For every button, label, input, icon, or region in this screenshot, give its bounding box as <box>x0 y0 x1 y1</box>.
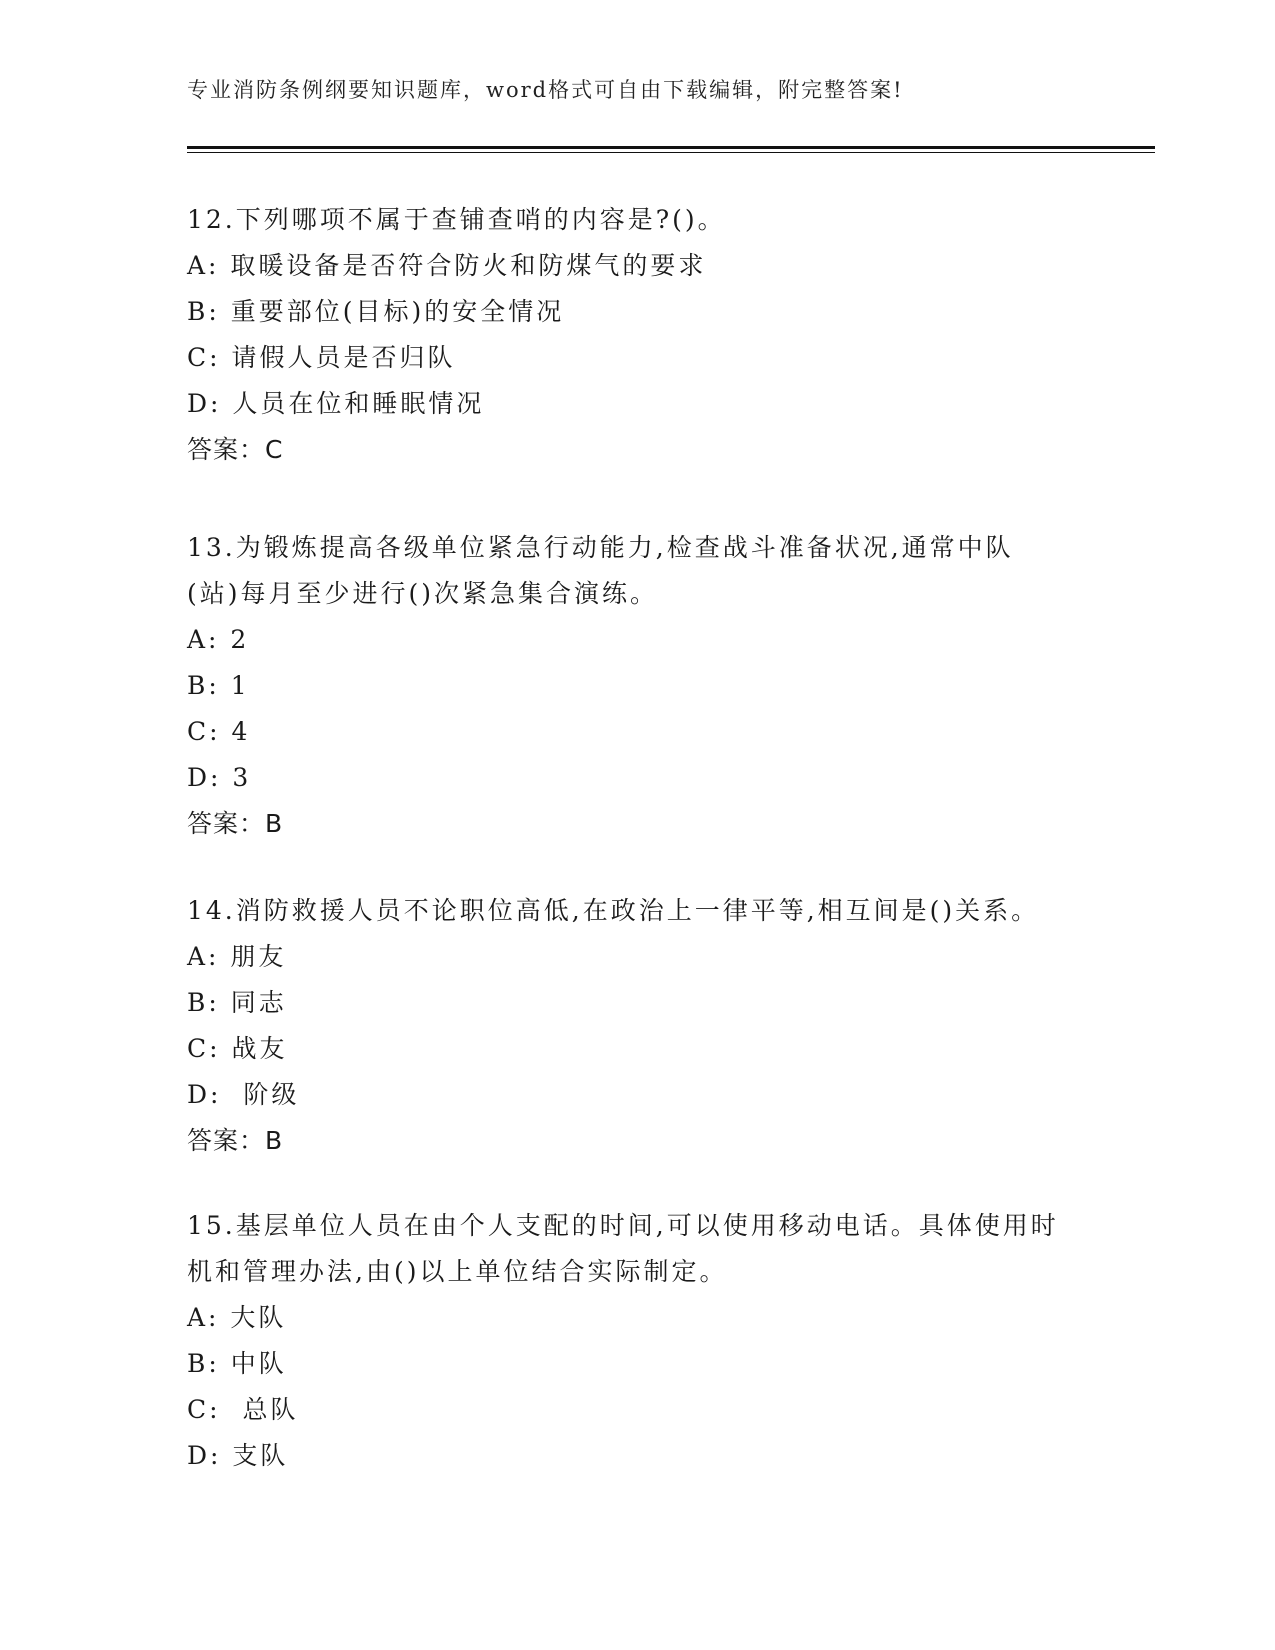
header-rule-thin <box>187 152 1155 153</box>
option-c: C: 4 <box>187 717 251 746</box>
answer-line: 答案：B <box>187 809 284 838</box>
option-b: B: 中队 <box>187 1349 287 1378</box>
option-d: D: 支队 <box>187 1441 289 1470</box>
option-c: C: 战友 <box>187 1034 288 1063</box>
option-a: A: 2 <box>187 625 250 654</box>
option-d: D: 3 <box>187 763 252 792</box>
option-a: A: 取暖设备是否符合防火和防煤气的要求 <box>187 251 707 280</box>
header-rule-thick <box>187 146 1155 149</box>
option-d: D: 阶级 <box>187 1080 300 1109</box>
question-14 <box>187 888 1067 1164</box>
option-c: C: 请假人员是否归队 <box>187 343 456 372</box>
option-d: D: 人员在位和睡眠情况 <box>187 389 485 418</box>
option-b: B: 重要部位(目标)的安全情况 <box>187 297 565 326</box>
option-b: B: 同志 <box>187 988 287 1017</box>
answer-line: 答案：C <box>187 435 284 464</box>
question-15 <box>187 1203 1067 1479</box>
question-stem: 12.下列哪项不属于查铺查哨的内容是?()。 <box>187 205 726 234</box>
answer-line: 答案：B <box>187 1126 284 1155</box>
question-stem: 15.基层单位人员在由个人支配的时间,可以使用移动电话。具体使用时机和管理办法,由()以上单位结合实际制定。 <box>187 1211 1059 1286</box>
option-c: C: 总队 <box>187 1395 299 1424</box>
option-b: B: 1 <box>187 671 250 700</box>
question-stem: 14.消防救援人员不论职位高低,在政治上一律平等,相互间是()关系。 <box>187 896 1040 925</box>
question-stem: 13.为锻炼提高各级单位紧急行动能力,检查战斗准备状况,通常中队(站)每月至少进行()次紧急集合演练。 <box>187 533 1014 608</box>
question-12 <box>187 197 1067 473</box>
page-header: 专业消防条例纲要知识题库，word格式可自由下载编辑，附完整答案! <box>187 78 904 102</box>
option-a: A: 大队 <box>187 1303 287 1332</box>
question-13 <box>187 525 1067 847</box>
option-a: A: 朋友 <box>187 942 287 971</box>
